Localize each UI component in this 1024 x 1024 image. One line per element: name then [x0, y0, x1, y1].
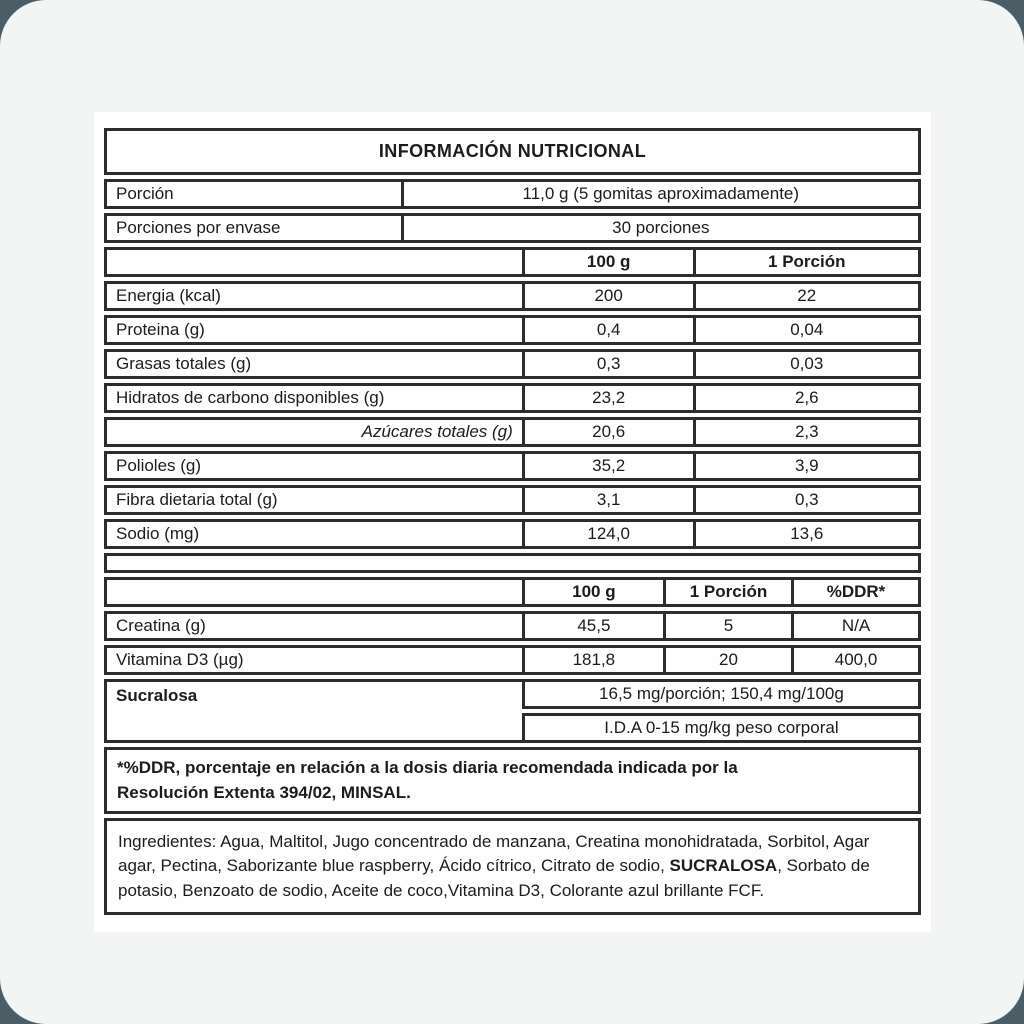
spacer-row [104, 553, 921, 573]
nutrient-label: Sodio (mg) [116, 524, 200, 543]
value-ddr: N/A [791, 614, 918, 638]
header-1porcion: 1 Porción [693, 250, 918, 274]
nutrition-table [104, 128, 921, 915]
nutrient-label: Grasas totales (g) [116, 354, 252, 373]
ingredients-text: Ingredientes: Agua, Maltitol, Jugo concentrado de manzana, Creatina monohidratada, Sorbitol, Agar agar, Pectina, Saborizante blue raspberry, Ácido cítrico, Citrato de sodio, [118, 832, 870, 876]
value-porcion: 2,6 [693, 386, 918, 410]
sucralosa-values [522, 679, 921, 743]
ingredients-bold-sucralosa: SUCRALOSA [669, 856, 778, 876]
nutrient-label: Proteina (g) [116, 320, 205, 339]
header-1porcion: 1 Porción [663, 580, 791, 604]
value-porcion: 3,9 [693, 454, 918, 478]
value-porcion: 2,3 [693, 420, 918, 444]
value-porcion: 0,04 [693, 318, 918, 342]
table-row-polioles [104, 451, 921, 481]
nutrient-label: Fibra dietaria total (g) [116, 490, 278, 509]
table-title-row [104, 128, 921, 175]
value-100g: 0,4 [522, 318, 693, 342]
sucralosa-label: Sucralosa [104, 679, 522, 743]
table-row-creatina [104, 611, 921, 641]
ingredients-box [104, 818, 921, 914]
table-row-vitamina-d3 [104, 645, 921, 675]
value-porcion: 13,6 [693, 522, 918, 546]
header-empty-cell [107, 250, 522, 274]
sucralosa-amount: 16,5 mg/porción; 150,4 mg/100g [522, 679, 921, 709]
value-porcion: 20 [663, 648, 791, 672]
table-row-azucares [104, 417, 921, 447]
header-empty-cell [107, 580, 522, 604]
nutrient-label: Hidratos de carbono disponibles (g) [116, 388, 385, 407]
serving-value: 11,0 g (5 gomitas aproximadamente) [401, 182, 918, 206]
value-100g: 3,1 [522, 488, 693, 512]
header-100g: 100 g [522, 580, 663, 604]
value-porcion: 0,3 [693, 488, 918, 512]
ingredients-text-rest: , Sorbato de potasio, Benzoato de sodio, Aceite de coco,Vitamina D3, Colorante azul brillante FCF. [118, 856, 870, 900]
header-100g: 100 g [522, 250, 693, 274]
value-porcion: 0,03 [693, 352, 918, 376]
table-row-sodio [104, 519, 921, 549]
table-row-grasas [104, 349, 921, 379]
sucralosa-ida: I.D.A 0-15 mg/kg peso corporal [522, 713, 921, 743]
page-title: INFORMACIÓN NUTRICIONAL [378, 141, 647, 161]
value-porcion: 22 [693, 284, 918, 308]
value-100g: 23,2 [522, 386, 693, 410]
table-row-energia [104, 281, 921, 311]
value-100g: 35,2 [522, 454, 693, 478]
servings-per-pack-value: 30 porciones [401, 216, 918, 240]
servings-per-pack-label: Porciones por envase [116, 218, 281, 237]
value-porcion: 5 [663, 614, 791, 638]
value-100g: 181,8 [522, 648, 663, 672]
supplement-header-row [104, 577, 921, 607]
value-ddr: 400,0 [791, 648, 918, 672]
nutrient-label: Vitamina D3 (µg) [116, 650, 244, 669]
table-row-porcion [104, 179, 921, 209]
value-100g: 200 [522, 284, 693, 308]
nutrient-label: Azúcares totales (g) [361, 422, 513, 441]
ddr-footnote-line2: Resolución Extenta 394/02, MINSAL. [117, 782, 411, 802]
main-table-header-row [104, 247, 921, 277]
value-100g: 20,6 [522, 420, 693, 444]
table-row-sucralosa [104, 679, 921, 743]
serving-label: Porción [116, 184, 174, 203]
nutrient-label: Polioles (g) [116, 456, 202, 475]
ddr-footnote [104, 747, 921, 814]
header-ddr: %DDR* [791, 580, 918, 604]
value-100g: 45,5 [522, 614, 663, 638]
table-row-hidratos [104, 383, 921, 413]
value-100g: 124,0 [522, 522, 693, 546]
nutrient-label: Energia (kcal) [116, 286, 221, 305]
table-row-porciones-envase [104, 213, 921, 243]
table-row-proteina [104, 315, 921, 345]
table-row-fibra [104, 485, 921, 515]
nutrition-label-card [94, 112, 931, 932]
ddr-footnote-line1: *%DDR, porcentaje en relación a la dosis diaria recomendada indicada por la [117, 758, 738, 777]
value-100g: 0,3 [522, 352, 693, 376]
nutrient-label: Creatina (g) [116, 616, 206, 635]
